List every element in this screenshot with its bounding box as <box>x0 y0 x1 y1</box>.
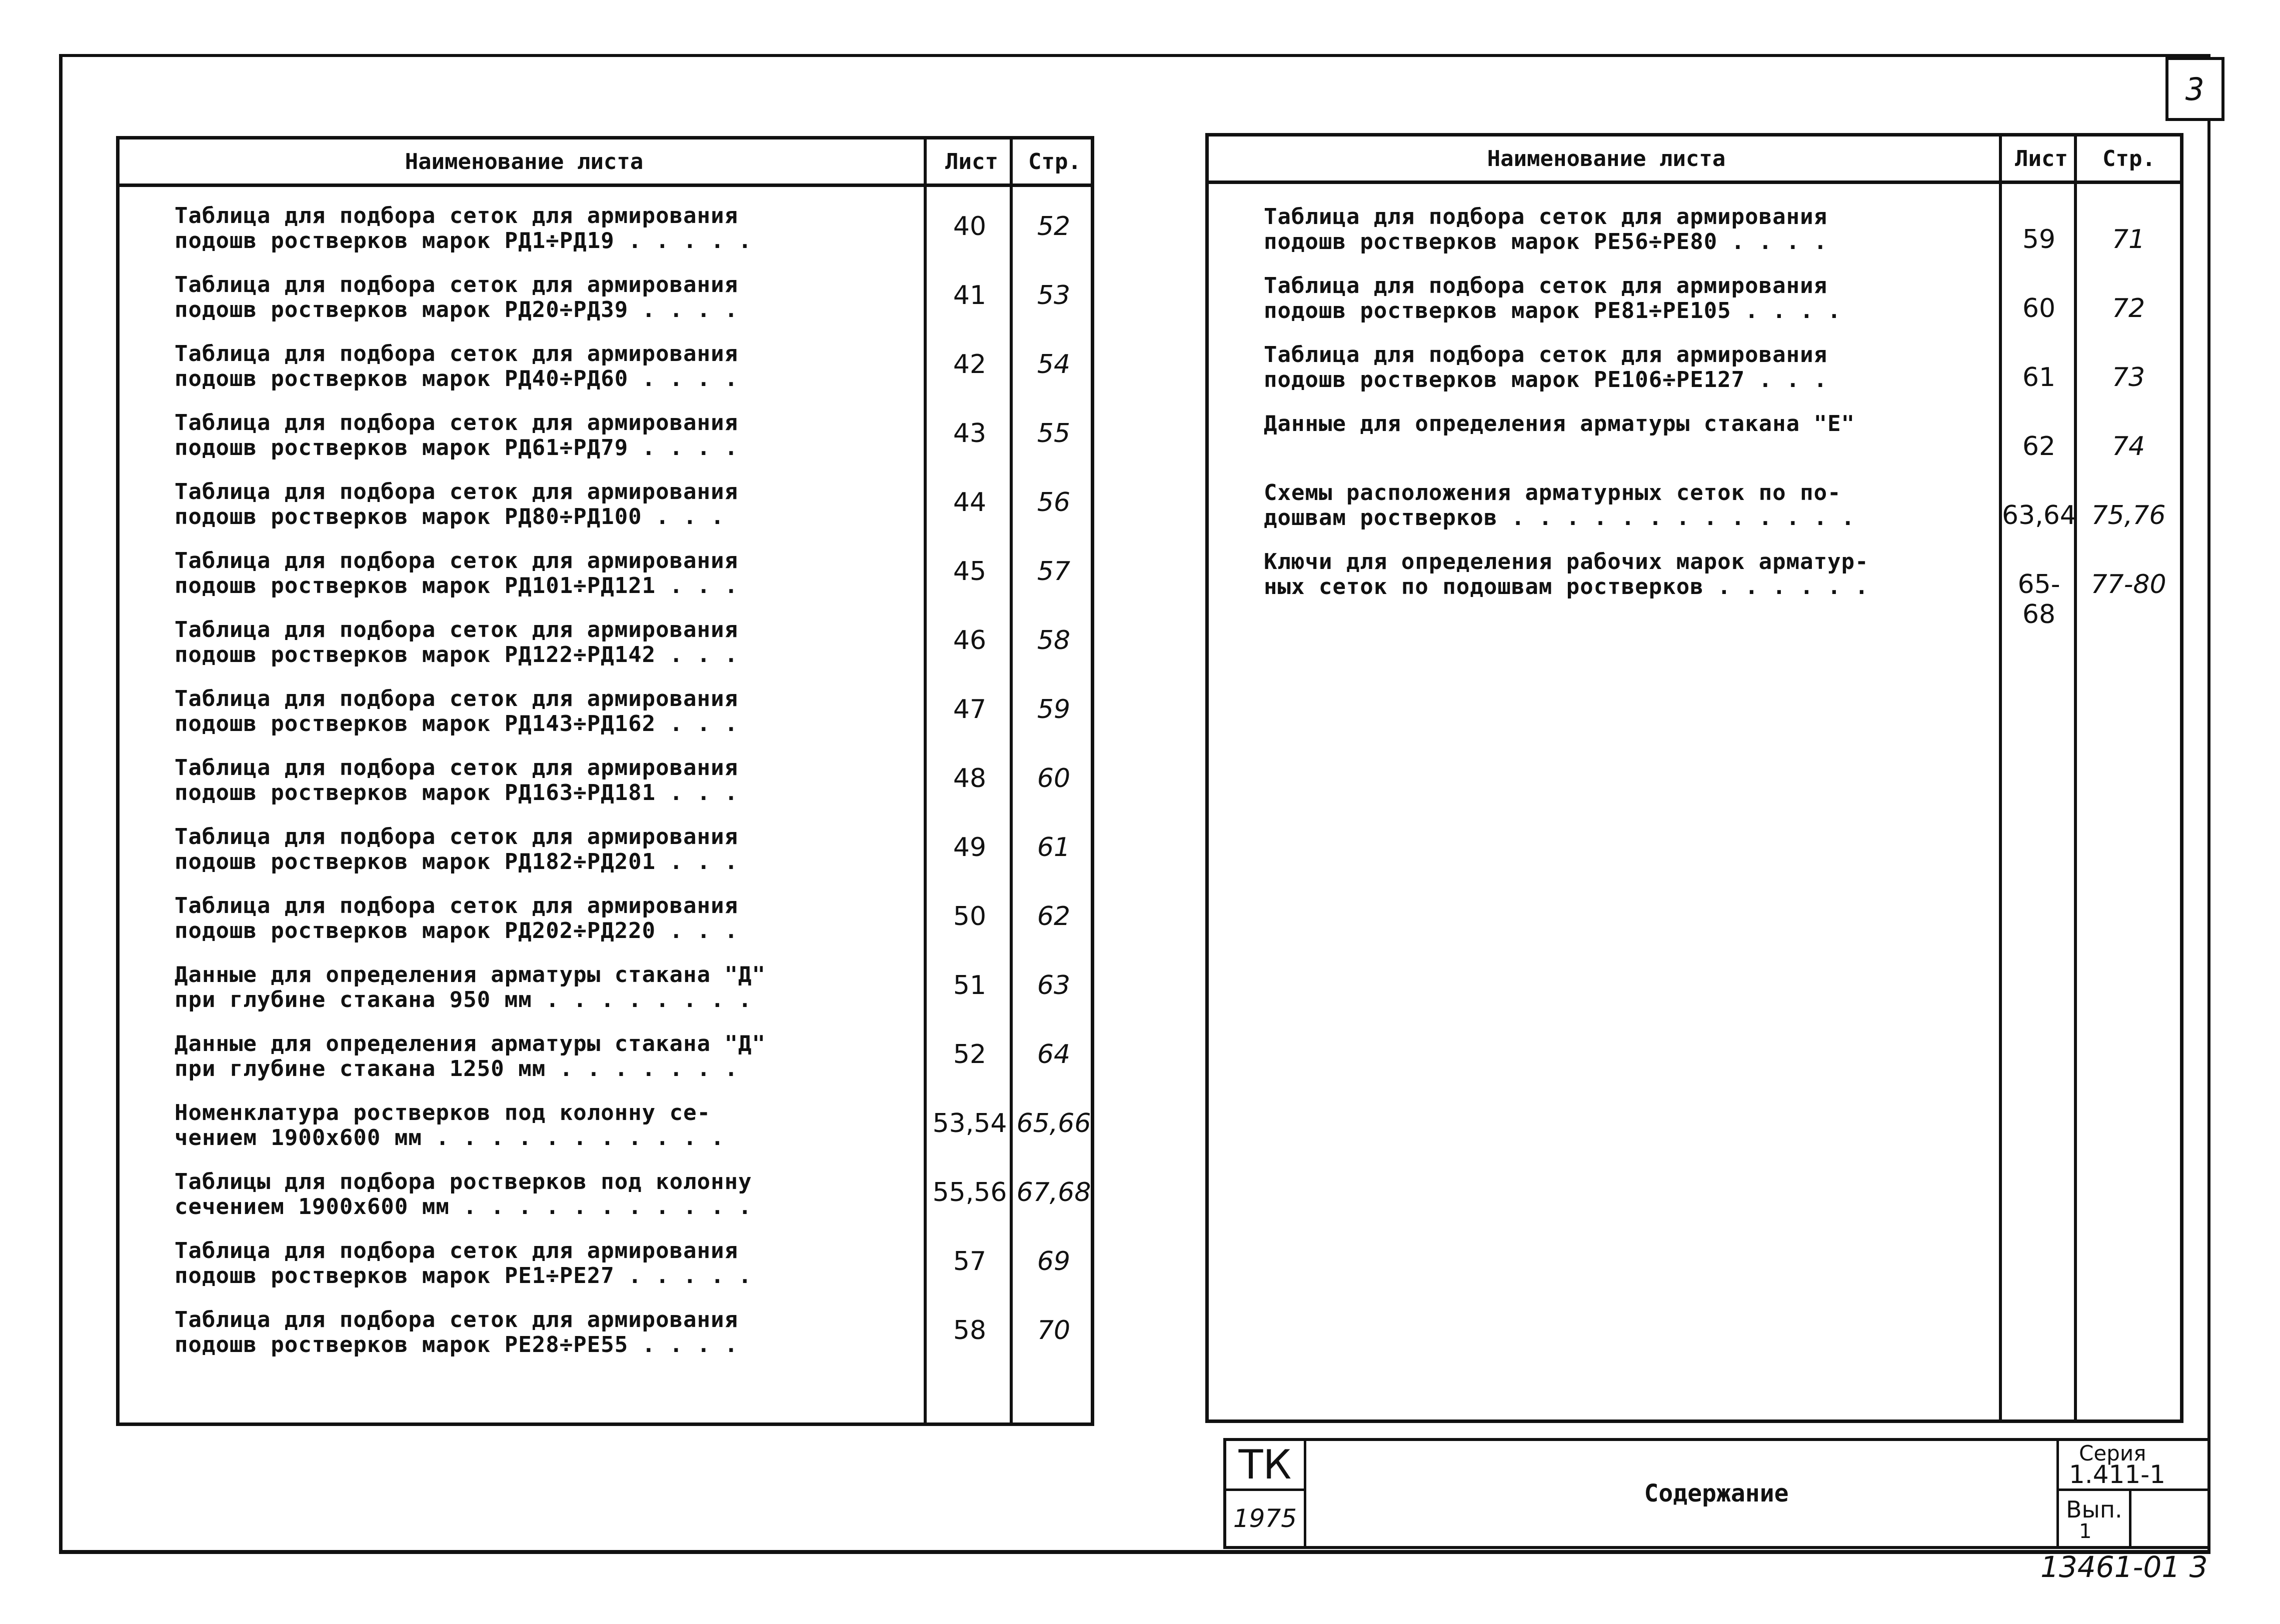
row-title-line2: при глубине стакана 1250 мм . . . . . . . <box>175 1056 739 1082</box>
table-row <box>120 204 1091 272</box>
row-title-line1: Данные для определения арматуры стакана "Д" <box>175 962 766 988</box>
row-sheet: 43 <box>953 418 987 448</box>
row-title <box>175 1100 955 1150</box>
row-title <box>175 548 955 598</box>
table-row <box>120 824 1091 894</box>
table-row <box>120 756 1091 824</box>
row-title <box>175 756 955 806</box>
row-title-line1: Таблица для подбора сеток для армирования <box>175 272 739 298</box>
row-title-line2: подошв ростверков марок РД182÷РД201 . . . <box>175 849 739 874</box>
row-title-line1: Таблица для подбора сеток для армирования <box>175 617 739 642</box>
row-title-line1: Таблица для подбора сеток для армирования <box>1264 342 1828 368</box>
row-title-line1: Номенклатура ростверков под колонну се- <box>175 1100 711 1126</box>
table-row <box>120 686 1091 756</box>
row-page: 63 <box>1037 970 1071 1000</box>
row-sheet: 51 <box>953 970 987 1000</box>
table-row <box>1209 412 2180 480</box>
row-title-line1: Таблица для подбора сеток для армирования <box>175 686 739 712</box>
row-title-line2: подошв ростверков марок РД143÷РД162 . . . <box>175 711 739 736</box>
row-title-line1: Таблица для подбора сеток для армирования <box>175 548 739 574</box>
row-sheet: 58 <box>953 1316 987 1346</box>
header-name: Наименование листа <box>405 148 644 174</box>
row-page: 74 <box>2111 432 2145 462</box>
row-title <box>175 618 955 668</box>
row-page: 64 <box>1037 1040 1071 1070</box>
row-title-line2: подошв ростверков марок РД122÷РД142 . . . <box>175 642 739 668</box>
row-title <box>1264 274 2044 324</box>
row-title-line2: подошв ростверков марок РЕ1÷РЕ27 . . . . . <box>175 1263 752 1288</box>
row-title-line1: Таблица для подбора сеток для армирования <box>175 1307 739 1332</box>
row-page: 55 <box>1037 418 1071 448</box>
row-title-line2: подошв ростверков марок РЕ81÷РЕ105 . . . . <box>1264 298 1841 324</box>
row-title-line1: Таблица для подбора сеток для армирования <box>175 341 739 366</box>
row-sheet: 53,54 <box>932 1108 1007 1138</box>
row-page: 57 <box>1037 556 1071 586</box>
row-page: 77-80 <box>2090 570 2166 600</box>
row-page: 53 <box>1037 280 1071 310</box>
row-page: 61 <box>1037 832 1071 862</box>
row-sheet: 45 <box>953 556 987 586</box>
contents-table-right <box>1205 133 2183 1423</box>
row-title <box>175 1308 955 1358</box>
row-page: 56 <box>1037 488 1071 518</box>
row-title-line1: Данные для определения арматуры стакана "Е" <box>1264 411 1855 436</box>
row-title-line1: Данные для определения арматуры стакана "Д" <box>175 1031 766 1056</box>
row-sheet: 65-68 <box>2017 570 2060 630</box>
row-title <box>1264 342 2044 392</box>
row-page: 70 <box>1037 1316 1071 1346</box>
header-page: Стр. <box>2102 146 2155 172</box>
table-row <box>120 1238 1091 1308</box>
table-row <box>120 1100 1091 1170</box>
row-sheet: 47 <box>953 694 987 724</box>
row-title-line1: Таблица для подбора сеток для армирования <box>175 893 739 918</box>
row-page: 73 <box>2111 362 2145 392</box>
org-code: ТК <box>1226 1441 1306 1491</box>
title-block <box>1223 1438 2210 1549</box>
row-title <box>175 824 955 874</box>
row-sheet: 40 <box>953 212 987 242</box>
row-page: 58 <box>1037 626 1071 656</box>
archive-stamp: 13461-01 3 <box>2040 1550 2208 1584</box>
row-title-line2: подошв ростверков марок РЕ56÷РЕ80 . . . . <box>1264 229 1828 254</box>
row-title-line1: Таблицы для подбора ростверков под колонну <box>175 1169 752 1194</box>
issue-value: 1 <box>2079 1520 2092 1543</box>
contents-table-left <box>116 136 1094 1426</box>
row-title <box>175 894 955 944</box>
row-title-line1: Таблица для подбора сеток для армирования <box>1264 273 1828 298</box>
row-sheet: 44 <box>953 488 987 518</box>
header-name: Наименование листа <box>1487 146 1726 172</box>
row-title-line2: чением 1900х600 мм . . . . . . . . . . . <box>175 1125 725 1150</box>
table-row <box>1209 274 2180 342</box>
row-title-line2: подошв ростверков марок РД20÷РД39 . . . . <box>175 297 739 322</box>
row-sheet: 49 <box>953 832 987 862</box>
header-page: Стр. <box>1028 148 1081 174</box>
row-title-line1: Таблица для подбора сеток для армирования <box>175 479 739 504</box>
row-title-line1: Таблица для подбора сеток для армирования <box>175 824 739 850</box>
row-title <box>1264 412 2044 436</box>
header-sheet: Лист <box>945 148 998 174</box>
row-title-line1: Таблица для подбора сеток для армирования <box>175 410 739 436</box>
table-row <box>120 1308 1091 1376</box>
sheet-number: 3 <box>2165 57 2224 121</box>
row-title <box>175 480 955 530</box>
row-title-line2: подошв ростверков марок РД80÷РД100 . . . <box>175 504 725 530</box>
row-sheet: 61 <box>2022 362 2056 392</box>
row-page: 75,76 <box>2091 500 2166 530</box>
row-title-line2: подошв ростверков марок РД61÷РД79 . . . . <box>175 435 739 460</box>
row-title <box>175 204 955 254</box>
table-row <box>120 548 1091 618</box>
row-title-line2: подошв ростверков марок РД101÷РД121 . . . <box>175 573 739 598</box>
row-sheet: 48 <box>953 764 987 794</box>
row-page: 60 <box>1037 764 1071 794</box>
row-title-line1: Таблица для подбора сеток для армирования <box>1264 204 1828 230</box>
row-sheet: 52 <box>953 1040 987 1070</box>
table-row <box>120 342 1091 410</box>
table-header <box>120 140 1091 187</box>
year: 1975 <box>1226 1491 1306 1546</box>
row-title <box>175 342 955 392</box>
row-sheet: 57 <box>953 1246 987 1276</box>
row-title-line2: подошв ростверков марок РД40÷РД60 . . . . <box>175 366 739 392</box>
row-page: 69 <box>1037 1246 1071 1276</box>
row-title <box>175 410 955 460</box>
row-title <box>175 1170 955 1220</box>
issue-cell <box>2056 1491 2131 1546</box>
row-sheet: 62 <box>2022 432 2056 462</box>
row-page: 65,66 <box>1016 1108 1091 1138</box>
row-sheet: 50 <box>953 902 987 932</box>
row-title-line1: Таблица для подбора сеток для армирования <box>175 1238 739 1264</box>
row-page: 59 <box>1037 694 1071 724</box>
table-row <box>1209 342 2180 412</box>
row-title <box>1264 480 2044 530</box>
row-title <box>175 1032 955 1082</box>
row-title-line2: при глубине стакана 950 мм . . . . . . . . <box>175 987 752 1012</box>
row-page: 67,68 <box>1016 1178 1091 1208</box>
row-title <box>175 272 955 322</box>
row-sheet: 63,64 <box>2002 500 2076 530</box>
table-row <box>120 1170 1091 1238</box>
row-title-line1: Ключи для определения рабочих марок арматур- <box>1264 549 1869 574</box>
table-row <box>1209 480 2180 550</box>
row-sheet: 59 <box>2022 224 2056 254</box>
table-row <box>1209 549 2180 630</box>
row-page: 72 <box>2111 294 2145 324</box>
row-title-line2: подошв ростверков марок РД163÷РД181 . . . <box>175 780 739 806</box>
row-title-line2: подошв ростверков марок РД1÷РД19 . . . . . <box>175 228 752 254</box>
row-title <box>175 1238 955 1288</box>
table-row <box>120 480 1091 548</box>
row-title-line1: Таблица для подбора сеток для армирования <box>175 203 739 228</box>
row-page: 54 <box>1037 350 1071 380</box>
row-sheet: 55,56 <box>932 1178 1007 1208</box>
row-page: 52 <box>1037 212 1071 242</box>
row-title-line2: подошв ростверков марок РД202÷РД220 . . . <box>175 918 739 944</box>
table-header <box>1209 136 2180 184</box>
row-sheet: 46 <box>953 626 987 656</box>
row-title-line1: Таблица для подбора сеток для армирования <box>175 755 739 780</box>
table-row <box>120 962 1091 1032</box>
series-label: Серия <box>2079 1441 2146 1466</box>
row-title-line2: ных сеток по подошвам ростверков . . . . . . <box>1264 574 1869 600</box>
table-row <box>120 618 1091 686</box>
row-sheet: 42 <box>953 350 987 380</box>
row-page: 62 <box>1037 902 1071 932</box>
row-title <box>175 962 955 1012</box>
row-sheet: 41 <box>953 280 987 310</box>
row-page: 71 <box>2111 224 2145 254</box>
table-row <box>120 894 1091 962</box>
row-title <box>1264 204 2044 254</box>
table-row <box>120 272 1091 342</box>
issue-label: Вып. <box>2066 1496 2122 1523</box>
row-title-line2: дошвам ростверков . . . . . . . . . . . . . <box>1264 505 1855 530</box>
document-title: Содержание <box>1644 1480 1789 1508</box>
series-value: 1.411-1 <box>2069 1460 2165 1489</box>
row-title <box>175 686 955 736</box>
row-title-line2: сечением 1900х600 мм . . . . . . . . . . . <box>175 1194 752 1220</box>
row-title-line1: Схемы расположения арматурных сеток по по- <box>1264 480 1841 506</box>
header-sheet: Лист <box>2015 146 2068 172</box>
table-row <box>120 1032 1091 1100</box>
row-title-line2: подошв ростверков марок РЕ28÷РЕ55 . . . . <box>175 1332 739 1358</box>
table-row <box>1209 204 2180 274</box>
table-row <box>120 410 1091 480</box>
row-sheet: 60 <box>2022 294 2056 324</box>
series-cell <box>2056 1441 2207 1491</box>
row-title-line2: подошв ростверков марок РЕ106÷РЕ127 . . . <box>1264 367 1828 392</box>
row-title <box>1264 550 2044 600</box>
